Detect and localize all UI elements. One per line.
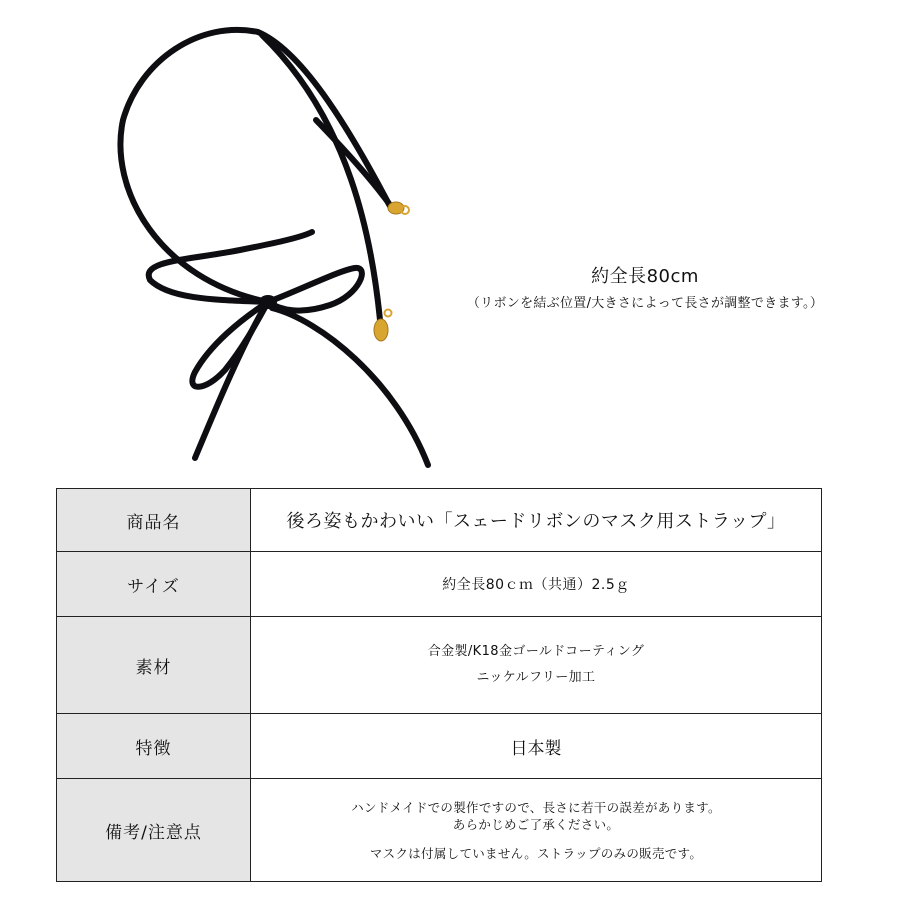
feature-text: 日本製 [510, 738, 562, 759]
table-row [57, 552, 822, 617]
row-value-size [251, 552, 822, 617]
row-label-feature: 特徴 [57, 714, 251, 779]
row-label-material: 素材 [57, 617, 251, 714]
row-value-product-name [251, 489, 822, 552]
product-name-text: 後ろ姿もかわいい「スェードリボンのマスク用ストラップ」 [286, 511, 786, 532]
length-title: 約全長80cm [591, 266, 699, 287]
material-line-2: ニッケルフリー加工 [476, 670, 596, 685]
length-note: （リボンを結ぶ位置/大きさによって長さが調整できます。） [466, 296, 824, 311]
row-label-product-name: 商品名 [57, 489, 251, 552]
notes-line-2: あらかじめご了承ください。 [452, 816, 620, 832]
row-label-notes: 備考/注意点 [57, 779, 251, 882]
table-row [57, 489, 822, 552]
row-value-material [251, 617, 822, 714]
product-image [100, 20, 460, 475]
length-info [420, 262, 870, 311]
row-value-feature [251, 714, 822, 779]
notes-line-3: マスクは付属していません。ストラップのみの販売です。 [369, 845, 703, 861]
upper-clasp [388, 202, 409, 214]
size-text: 約全長80ｃｍ（共通）2.5ｇ [442, 577, 630, 593]
spec-table [56, 488, 822, 882]
table-row [57, 714, 822, 779]
notes-line-1: ハンドメイドでの製作ですので、長さに若干の誤差があります。 [351, 799, 721, 815]
row-label-size: サイズ [57, 552, 251, 617]
table-row [57, 617, 822, 714]
table-row [57, 779, 822, 882]
notes-spacer [252, 833, 820, 845]
material-line-1: 合金製/K18金ゴールドコーティング [427, 644, 645, 659]
row-value-notes [251, 779, 822, 882]
